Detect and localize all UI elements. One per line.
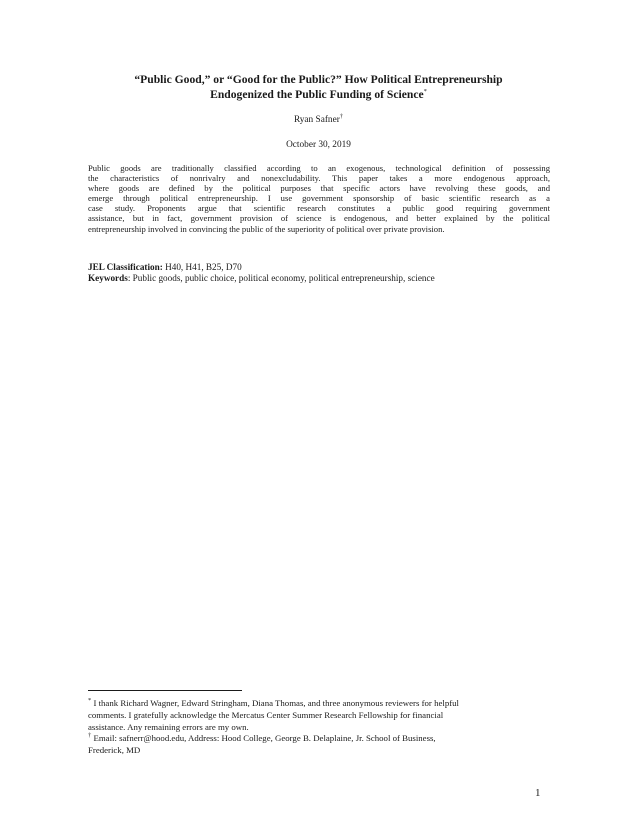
page-number: 1 — [535, 787, 541, 799]
paper-title — [88, 72, 549, 102]
footnote-mark: † — [88, 732, 92, 740]
keywords-label: Keywords — [88, 273, 128, 284]
jel-value: H40, H41, B25, D70 — [162, 262, 242, 272]
abstract-line: case study. Proponents argue that scientific research constitutes a public good requiring government — [88, 203, 550, 214]
author-footnote-mark: † — [339, 112, 344, 120]
title-line-2-text: Endogenized the Public Funding of Science — [210, 88, 424, 101]
footnote-text: I thank Richard Wagner, Edward Stringham, Diana Thomas, and three anonymous reviewers for helpful — [91, 698, 459, 708]
abstract-line: entrepreneurship involved in convincing the public of the superiority of political over private provision. — [88, 223, 445, 234]
keywords — [88, 273, 550, 284]
footnote-line: Frederick, MD — [88, 745, 141, 756]
abstract — [88, 163, 550, 234]
footnote-text: Email: safnerr@hood.edu, Address: Hood College, George B. Delaplaine, Jr. School of Business, — [91, 733, 436, 744]
abstract-line: where goods are defined by the political purposes that specific actors have revolving these goods, and — [88, 183, 550, 194]
abstract-line: the characteristics of nonrivalry and nonexcludability. This paper takes a more endogenous approach, — [88, 173, 550, 184]
author — [88, 114, 549, 126]
footnote-acknowledgements — [88, 698, 550, 733]
footnote-line: assistance. Any remaining errors are my own. — [88, 721, 249, 732]
abstract-line: assistance, but in fact, government provision of science is endogenous, and better explained by the political — [88, 213, 550, 224]
classification-block — [88, 262, 550, 285]
footnote-line — [88, 698, 550, 710]
footnote-line: comments. I gratefully acknowledge the Mercatus Center Summer Research Fellowship for financial — [88, 709, 444, 720]
author-name: Ryan Safner — [293, 115, 340, 125]
title-line-1: “Public Good,” or “Good for the Public?” How Political Entrepreneurship — [134, 73, 503, 86]
footnote-mark: * — [88, 697, 92, 705]
footnotes — [88, 698, 550, 757]
date: October 30, 2019 — [286, 140, 351, 150]
title-footnote-mark: * — [423, 88, 427, 96]
jel-classification — [88, 262, 550, 273]
jel-label: JEL Classification: — [88, 262, 163, 272]
keywords-value: : Public goods, public choice, political economy, political entrepreneurship, science — [127, 273, 435, 284]
title-line-2 — [88, 87, 549, 102]
footnote-line — [88, 733, 550, 745]
footnote-contact — [88, 733, 550, 757]
abstract-line: emerge through political entrepreneurship. I use government sponsorship of basic scientific research as a — [88, 193, 550, 204]
footnote-divider — [88, 690, 242, 691]
abstract-line: Public goods are traditionally classified according to an exogenous, technological definition of possessing — [88, 163, 550, 173]
